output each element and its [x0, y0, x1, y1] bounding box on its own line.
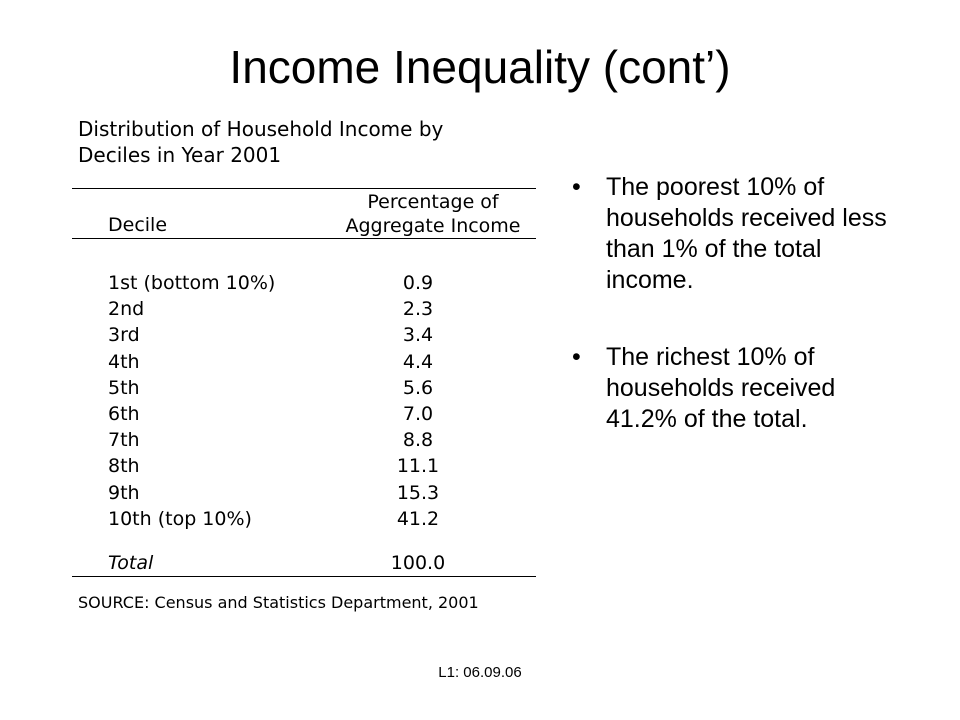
decile-percentage: 11.1	[396, 455, 440, 478]
bullet-text: The richest 10% of households received 41.2% of the total.	[606, 343, 836, 433]
table-row	[108, 375, 528, 401]
table-row	[108, 322, 528, 348]
decile-label: 4th	[108, 350, 140, 373]
total-label: Total	[108, 552, 154, 574]
decile-label: 1st (bottom 10%)	[108, 272, 276, 294]
decile-label: 6th	[108, 402, 140, 425]
decile-percentage: 7.0	[402, 402, 434, 425]
bullet-item	[572, 172, 912, 296]
decile-percentage: 3.4	[402, 324, 434, 347]
decile-percentage: 2.3	[402, 298, 434, 321]
column-header-percentage	[328, 190, 538, 238]
table-row	[108, 480, 528, 506]
table-row	[108, 427, 528, 453]
bullet-item	[572, 342, 912, 435]
table-caption	[78, 116, 443, 168]
decile-label: 5th	[108, 376, 140, 399]
decile-percentage: 8.8	[402, 429, 434, 452]
table-body	[108, 270, 528, 532]
table-row	[108, 506, 528, 532]
slide-footer: L1: 06.09.06	[438, 664, 522, 681]
bullet-text: The poorest 10% of households received less than 1% of the total income.	[606, 173, 887, 294]
bullet-marker: •	[572, 343, 581, 371]
decile-label: 8th	[108, 455, 140, 478]
decile-label: 10th (top 10%)	[108, 507, 252, 530]
table-caption-line-2: Deciles in Year 2001	[78, 143, 282, 167]
table-row	[108, 349, 528, 375]
table-header-rule	[72, 238, 536, 239]
column-header-percentage-line-1: Percentage of	[367, 191, 499, 213]
column-header-percentage-line-2: Aggregate Income	[345, 215, 521, 237]
bullet-list	[572, 172, 912, 481]
table-source-note: SOURCE: Census and Statistics Department, 2001	[78, 593, 479, 612]
table-bottom-rule	[72, 576, 536, 577]
decile-percentage: 41.2	[396, 507, 440, 530]
table-total-row	[108, 550, 528, 576]
column-header-decile: Decile	[108, 214, 168, 236]
total-value: 100.0	[390, 552, 446, 574]
table-row	[108, 401, 528, 427]
decile-percentage: 15.3	[396, 481, 440, 504]
decile-percentage: 0.9	[402, 272, 434, 294]
decile-label: 9th	[108, 481, 140, 504]
decile-percentage: 5.6	[402, 376, 434, 399]
table-caption-line-1: Distribution of Household Income by	[78, 117, 444, 141]
decile-label: 3rd	[108, 324, 140, 347]
decile-percentage: 4.4	[402, 350, 434, 373]
decile-label: 7th	[108, 429, 140, 452]
table-row	[108, 296, 528, 322]
table-row	[108, 270, 528, 296]
table-top-rule	[72, 188, 536, 189]
bullet-marker: •	[572, 173, 581, 201]
slide-title: Income Inequality (cont’)	[229, 41, 731, 93]
table-row	[108, 453, 528, 479]
decile-label: 2nd	[108, 298, 145, 321]
